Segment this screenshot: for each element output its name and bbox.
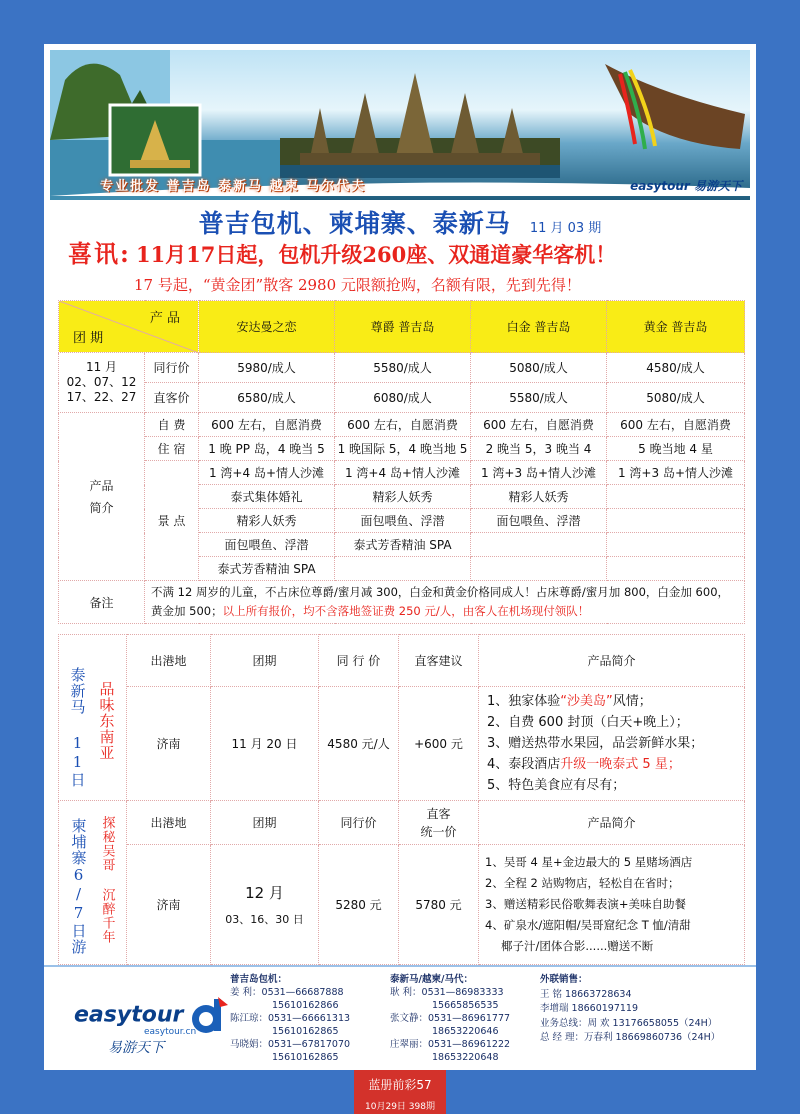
banner-logo: easytour 易游天下	[630, 179, 742, 193]
price-label-direct: 直客价	[145, 383, 199, 413]
list-item: 2、全程 2 站购物店，轻松自在省时；	[485, 876, 680, 890]
product-andaman: 安达曼之恋	[199, 301, 335, 353]
list-item: 2、自费 600 封顶（白天+晚上）；	[487, 715, 689, 730]
footer-col-phuket: 普吉岛包机： 姜 利：0531—66687888 15610162866 陈江琼：0531—66661313 15610162865 马晓娟：0531—67817070 15610162865	[230, 974, 351, 1063]
price-direct: 6080/成人	[335, 383, 471, 413]
cambodia-side-cell	[59, 801, 127, 965]
spot-cell	[607, 509, 745, 533]
thai-direct-price: +600 元	[399, 687, 479, 801]
banner	[50, 50, 750, 200]
spot-cell: 面包喂鱼、浮潜	[335, 509, 471, 533]
logo-url: easytour.cn	[144, 1027, 197, 1037]
price-peer: 5080/成人	[471, 353, 607, 383]
thai-header-date: 团期	[211, 635, 319, 687]
thai-peer-price: 4580 元/人	[319, 687, 399, 801]
cambodia-side-a: 探秘吴哥 沉醉千年	[99, 815, 115, 944]
corner-date-label: 团 期	[73, 331, 104, 346]
list-item: 椰子汁/团体合影......赠送不断	[501, 939, 654, 953]
page-title: 普吉包机、柬埔寨、泰新马	[198, 209, 511, 238]
spot-cell: 1 湾+3 岛+情人沙滩	[471, 461, 607, 485]
spot-cell	[607, 485, 745, 509]
news-text: 11月17日起，包机升级260座、双通道豪华客机！	[135, 242, 617, 267]
price-peer: 5580/成人	[335, 353, 471, 383]
issue-period: 11 月 03 期	[529, 221, 602, 236]
spot-cell	[607, 557, 745, 581]
cam-intro-list	[479, 845, 745, 965]
cam-date-days: 03、16、30 日	[225, 913, 304, 926]
spot-cell: 精彩人妖秀	[335, 485, 471, 509]
cam-header-city: 出港地	[127, 801, 211, 845]
thai-side-b: 泰新马 11日	[68, 666, 87, 788]
cam-header-peer: 同行价	[319, 801, 399, 845]
news-subline: 17 号起，“黄金团”散客 2980 元限额抢购，名额有限，先到先得！	[134, 276, 581, 294]
note-red: 以上所有报价，均不含落地签证费 250 元/人，由客人在机场现付领队！	[222, 604, 590, 618]
self-pay-value: 600 左右，自愿消费	[607, 413, 745, 437]
spot-cell	[471, 533, 607, 557]
spot-cell: 面包喂鱼、浮潜	[471, 509, 607, 533]
product-huangjin: 黄金 普吉岛	[607, 301, 745, 353]
price-peer: 5980/成人	[199, 353, 335, 383]
cam-direct-price: 5780 元	[399, 845, 479, 965]
departure-dates: 11 月 02、07、12 17、22、27	[59, 353, 145, 413]
banner-slogan: 专业批发 普吉岛 泰新马 越柬 马尔代夫	[100, 179, 367, 194]
note-text	[145, 581, 745, 624]
spot-label: 景 点	[145, 461, 199, 581]
corner-cell	[59, 301, 199, 353]
stay-label: 住 宿	[145, 437, 199, 461]
spot-cell: 泰式芳香精油 SPA	[199, 557, 335, 581]
list-item: 4、泰段酒店升级一晚泰式 5 星；	[487, 757, 681, 772]
cam-header-direct: 直客 统一价	[399, 801, 479, 845]
footer-logo	[74, 997, 228, 1057]
self-pay-value: 600 左右，自愿消费	[471, 413, 607, 437]
thai-city: 济南	[127, 687, 211, 801]
list-item: 4、矿泉水/遮阳帽/吴哥窟纪念 T 恤/清甜	[485, 918, 691, 932]
cam-city: 济南	[127, 845, 211, 965]
stay-value: 2 晚当 5，3 晚当 4	[471, 437, 607, 461]
note-label: 备注	[59, 581, 145, 624]
spot-cell: 精彩人妖秀	[199, 509, 335, 533]
price-direct: 5580/成人	[471, 383, 607, 413]
cam-header-date: 团期	[211, 801, 319, 845]
self-pay-value: 600 左右，自愿消费	[199, 413, 335, 437]
spot-cell: 精彩人妖秀	[471, 485, 607, 509]
brochure-sheet	[44, 44, 756, 1070]
price-label-peer: 同行价	[145, 353, 199, 383]
list-item: 3、赠送精彩民俗歌舞表演+美味自助餐	[485, 897, 686, 911]
page-label-text: 蓝册前彩57	[368, 1078, 432, 1092]
thai-header-direct: 直客建议	[399, 635, 479, 687]
logo-main: easytour	[74, 1002, 184, 1028]
thai-header-city: 出港地	[127, 635, 211, 687]
thai-intro-list	[479, 687, 745, 801]
footer-col-sales: 外联销售： 王 铭 18663728634 李增瑞 18660197119 业务总线：周 欢 13176658055（24H） 总 经 理：万春利 18669860736（24H）	[540, 974, 721, 1043]
list-item: 5、特色美食应有尽有；	[487, 778, 626, 793]
list-item: 3、赠送热带水果园，品尝新鲜水果；	[487, 736, 704, 751]
footer-col-sea: 泰新马/越柬/马代： 耿 利：0531—86983333 15665856535 张文静：0531—86961777 18653220646 庄翠丽：0531—86961222 18653220648	[390, 974, 511, 1063]
intro-label: 产品 简介	[59, 413, 145, 581]
corner-product-label: 产 品	[149, 311, 180, 326]
news-tag: 喜讯:	[68, 239, 131, 268]
stay-value: 1 晚国际 5，4 晚当地 5	[335, 437, 471, 461]
thai-side-a: 品味东南亚	[97, 680, 116, 761]
price-direct: 6580/成人	[199, 383, 335, 413]
thai-side-cell	[59, 635, 127, 801]
spot-cell	[471, 557, 607, 581]
phuket-price-table	[58, 300, 745, 624]
cam-date-cell	[211, 845, 319, 965]
list-item: 1、独家体验“沙美岛”风情；	[487, 694, 652, 709]
thai-date: 11 月 20 日	[211, 687, 319, 801]
spot-cell: 1 湾+4 岛+情人沙滩	[199, 461, 335, 485]
page-label	[354, 1070, 446, 1114]
cam-date-month: 12 月	[245, 884, 284, 902]
spot-cell: 泰式集体婚礼	[199, 485, 335, 509]
route-table	[58, 634, 745, 965]
product-zunjue: 尊爵 普吉岛	[335, 301, 471, 353]
cam-header-intro: 产品简介	[479, 801, 745, 845]
stay-value: 5 晚当地 4 星	[607, 437, 745, 461]
spot-cell	[335, 557, 471, 581]
spot-cell: 面包喂鱼、浮潜	[199, 533, 335, 557]
cam-peer-price: 5280 元	[319, 845, 399, 965]
contact-footer	[44, 965, 756, 1065]
price-peer: 4580/成人	[607, 353, 745, 383]
longtail-boat	[600, 54, 750, 164]
product-baijin: 白金 普吉岛	[471, 301, 607, 353]
thai-header-peer: 同 行 价	[319, 635, 399, 687]
cambodia-side-b: 柬埔寨6/7日游	[69, 817, 88, 955]
price-direct: 5080/成人	[607, 383, 745, 413]
list-item: 1、吴哥 4 星+金边最大的 5 星赌场酒店	[485, 855, 693, 869]
self-pay-value: 600 左右，自愿消费	[335, 413, 471, 437]
self-pay-label: 自 费	[145, 413, 199, 437]
news-line	[68, 234, 748, 269]
logo-cn: 易游天下	[108, 1040, 164, 1056]
note-black: 不满 12 周岁的儿童，不占床位尊爵/蜜月减 300，白金和黄金价格同成人！占床尊爵/蜜月加 800，白金加 600，黄金加 500；	[151, 585, 730, 618]
spot-cell: 1 湾+3 岛+情人沙滩	[607, 461, 745, 485]
spot-cell: 泰式芳香精油 SPA	[335, 533, 471, 557]
stay-value: 1 晚 PP 岛，4 晚当 5	[199, 437, 335, 461]
angkor-temple	[280, 68, 560, 178]
spot-cell	[607, 533, 745, 557]
issue-text: 10月29日 398期	[365, 1102, 435, 1112]
spot-cell: 1 湾+4 岛+情人沙滩	[335, 461, 471, 485]
thai-header-intro: 产品简介	[479, 635, 745, 687]
